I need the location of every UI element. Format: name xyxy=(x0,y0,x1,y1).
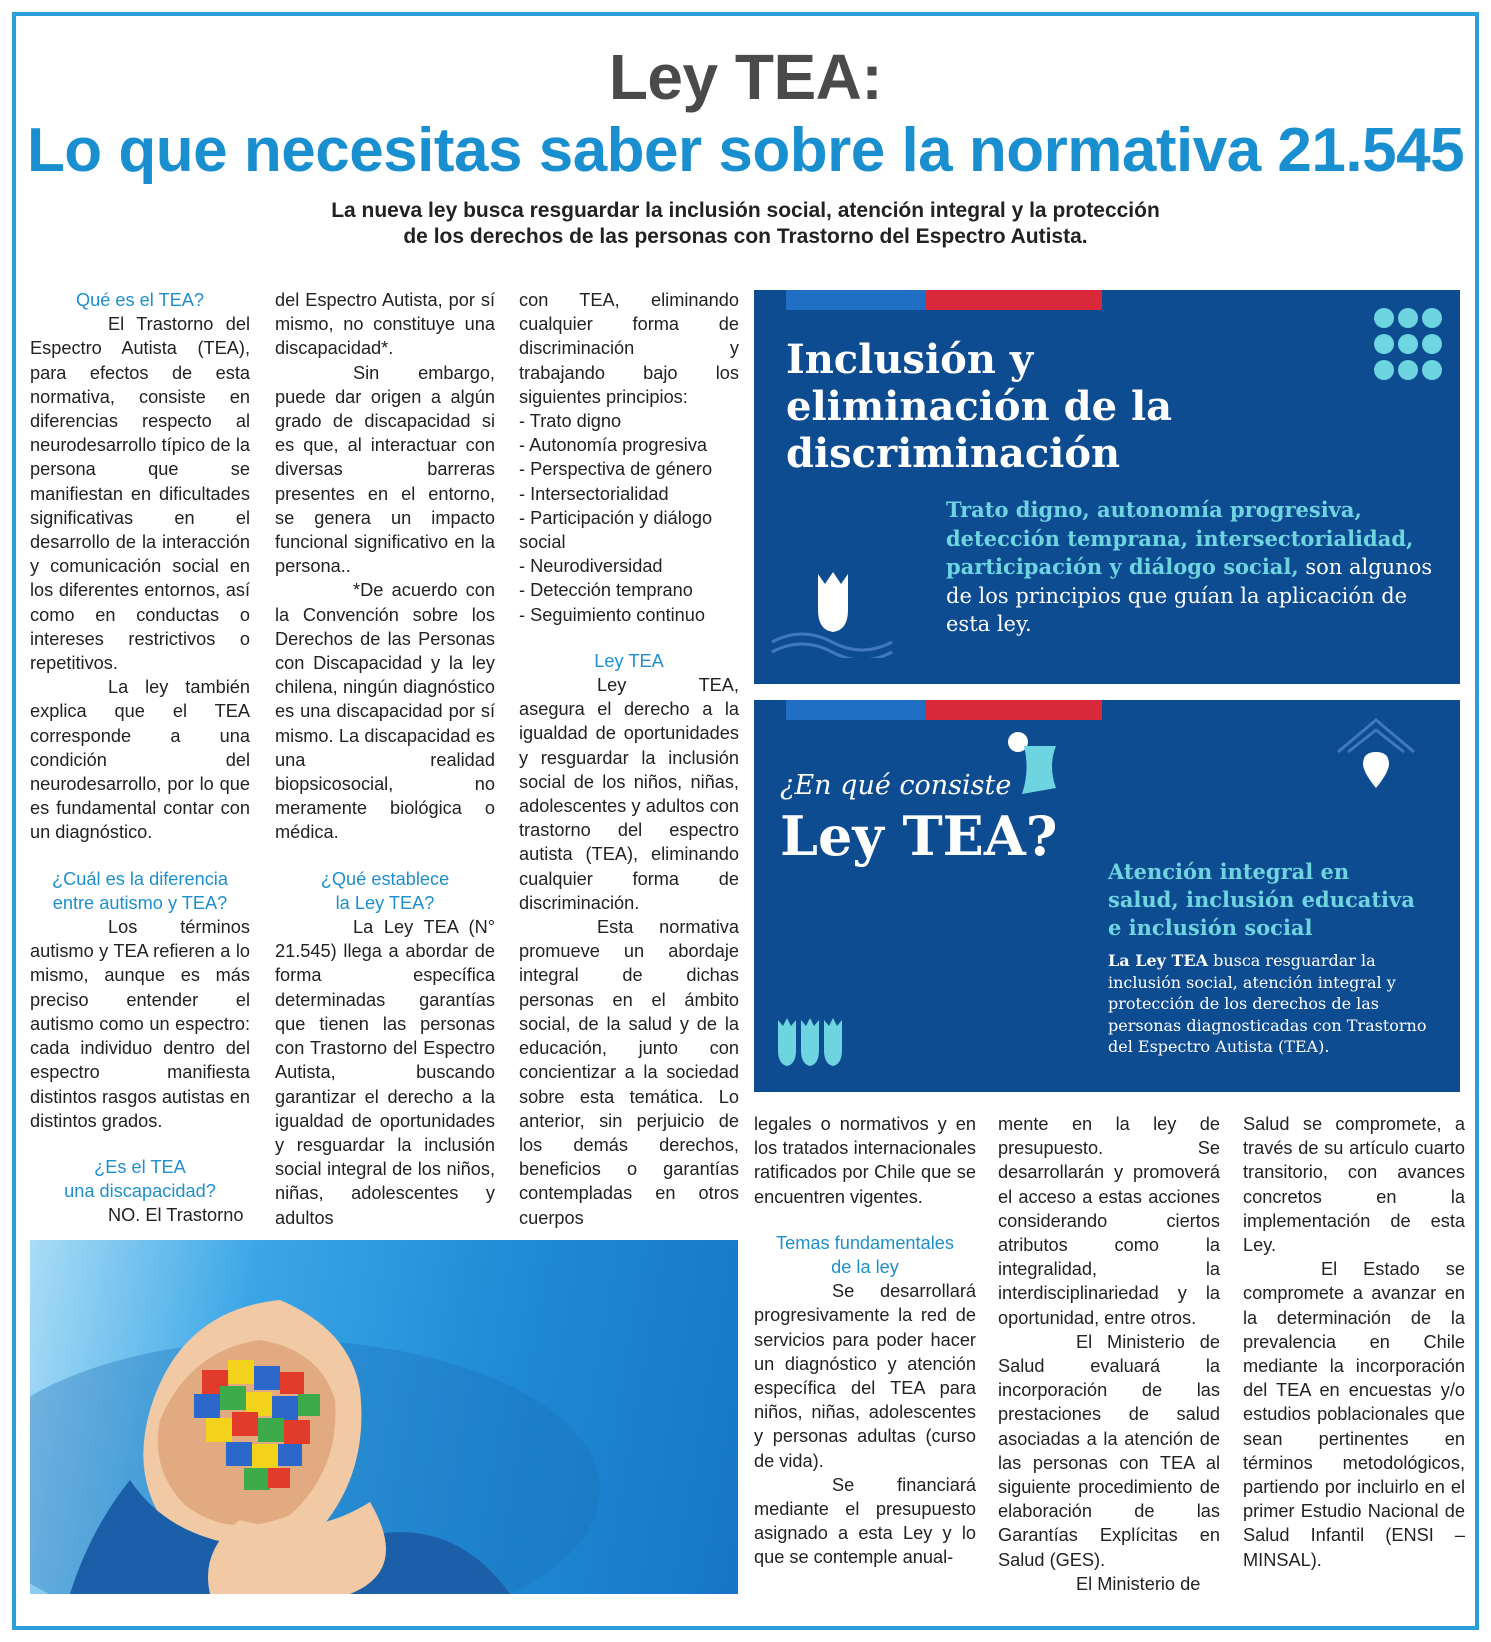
title-line: eliminación de la xyxy=(786,383,1173,430)
list-item: - Neurodiversidad xyxy=(519,556,663,577)
title-line: Inclusión y xyxy=(786,336,1034,383)
body-bold: La Ley TEA xyxy=(1108,951,1208,970)
panel-big-title: Ley TEA? xyxy=(780,804,1058,868)
body-text: busca resguardar la inclusión social, atención integral y protección de los derechos de las personas diagnosticadas con Trastorno del Espectro Autista (TEA). xyxy=(1108,951,1427,1056)
section-heading-ley-tea: Ley TEA xyxy=(594,650,664,671)
paragraph: El Ministerio de Salud evaluará la incorporación de las prestaciones de salud asociadas a la atención de las personas con TEA al siguiente procedimiento de elaboración de las Garantías Explícitas en Salud (GES). xyxy=(998,1331,1220,1570)
paragraph: mente en la ley de presupuesto. Se desarrollarán y promoverá el acceso a estas acciones considerando ciertos atributos como la integralidad, la interdisciplinariedad y la oportunidad, entre otros. xyxy=(998,1114,1220,1328)
article-column-5 xyxy=(998,1112,1220,1596)
headline-normativa: Lo que necesitas saber sobre la normativa 21.545 xyxy=(26,116,1465,185)
heading-line: la Ley TEA? xyxy=(335,892,435,913)
flag-stripe-blue xyxy=(786,290,926,310)
paragraph: NO. El Trastorno xyxy=(108,1205,244,1226)
section-heading-que-es-tea: Qué es el TEA? xyxy=(75,290,205,310)
headline-ley-tea: Ley TEA: xyxy=(608,41,883,113)
paragraph: El Trastorno del Espectro Autista (TEA), para efectos de esta normativa, consiste en diferencias respecto al neurodesarrollo típico de la persona que se manifiestan en dificultades significativas en el desarrollo de la interacción y comunicación social en los diferentes entornos, así como en conductas o intereses restrictivos o repetitivos. xyxy=(30,314,250,674)
tulips-icon xyxy=(776,1016,846,1068)
paragraph: El Estado se compromete a avanzar en la determinación de la prevalencia en Chile mediante la incorporación del TEA en encuestas y/o estudios poblacionales que sean pertinentes en términos metodológicos, partiendo por incluirlo en el primer Estudio Nacional de Salud Infantil (ENSI – MINSAL). xyxy=(1243,1259,1465,1570)
paragraph: *De acuerdo con la Convención sobre los Derechos de las Personas con Discapacidad y la ley chilena, ningún diagnóstico es una discapacidad por sí mismo. La discapacidad es una realidad biopsicosocial, no meramente biológica o médica. xyxy=(275,580,495,843)
heading-line: ¿Cuál es la diferencia xyxy=(52,868,228,889)
paragraph: con TEA, eliminando cualquier forma de discriminación y trabajando bajo los siguientes principios: xyxy=(519,290,739,407)
list-item: - Trato digno xyxy=(519,411,622,432)
paragraph: El Ministerio de xyxy=(1076,1573,1201,1594)
hands-illustration xyxy=(30,1240,738,1594)
subtitle-line-2: de los derechos de las personas con Trastorno del Espectro Autista. xyxy=(403,225,1088,248)
subtitle xyxy=(160,198,1331,250)
heading-line: Temas fundamentales xyxy=(776,1232,954,1253)
subtitle-line: Atención integral en xyxy=(1108,859,1350,884)
subtitle-line-1: La nueva ley busca resguardar la inclusión social, atención integral y la protección xyxy=(331,199,1160,222)
section-heading-discapacidad xyxy=(30,1155,250,1203)
hands-puzzle-heart-photo xyxy=(30,1240,738,1594)
section-heading-temas xyxy=(754,1231,976,1279)
paragraph: La Ley TEA (N° 21.545) llega a abordar de forma específica determinadas garantías que tienen las personas con Trastorno del Espectro Autista, buscando garantizar el derecho a la igualdad de oportunidades y resguardar la inclusión social integral de los niños, niñas, adolescentes y adultos xyxy=(275,917,495,1228)
list-item: - Perspectiva de género xyxy=(519,459,713,480)
panel-body xyxy=(1108,950,1428,1058)
flag-stripe-red xyxy=(926,700,1102,720)
panel-text xyxy=(946,496,1442,639)
list-item: - Intersectorialidad xyxy=(519,483,669,504)
body-text: son algunos de los principios que guían la aplicación de esta ley. xyxy=(946,555,1433,636)
article-column-4 xyxy=(754,1112,976,1570)
panel-title xyxy=(786,336,1246,477)
list-item: - Seguimiento continuo xyxy=(519,604,706,625)
principles-list xyxy=(519,409,739,627)
infographic-panel-inclusion xyxy=(754,290,1460,684)
paragraph: Los términos autismo y TEA refieren a lo mismo, aunque es más preciso entender el autismo como un espectro: cada individuo dentro del espectro manifiesta distintos rasgos autistas en distintos grados. xyxy=(30,917,250,1131)
heading-line: entre autismo y TEA? xyxy=(52,892,228,913)
heading-line: una discapacidad? xyxy=(64,1181,216,1202)
heading-line: de la ley xyxy=(831,1257,899,1278)
paragraph: Se desarrollará progresivamente la red de servicios para poder hacer un diagnóstico y atención específica del TEA para niños, niñas, adolescentes y personas adultas (curso de vida). xyxy=(754,1281,976,1471)
highlight-text: Trato digno, autonomía progresiva, detección temprana, intersectorialidad, participación y diálogo social, xyxy=(946,497,1414,579)
paragraph: Se financiará mediante el presupuesto asignado a esta Ley y lo que se contemple anual- xyxy=(754,1474,976,1568)
paragraph: legales o normativos y en los tratados internacionales ratificados por Chile que se encuentren vigentes. xyxy=(754,1114,976,1207)
paragraph: Esta normativa promueve un abordaje integral de dichas personas en el ámbito social, de la salud y de la educación, junto con concientizar a la sociedad sobre esta temática. Lo anterior, sin perjuicio de los demás derechos, beneficios o garantías contempladas en otros cuerpos xyxy=(519,917,739,1228)
flag-stripe-red xyxy=(926,290,1102,310)
panel-subtitle xyxy=(1108,858,1448,942)
flag-stripe-blue xyxy=(786,700,926,720)
section-heading-que-establece xyxy=(275,867,495,915)
wave-icon xyxy=(768,622,898,658)
list-item: - Detección temprano xyxy=(519,580,693,601)
article-column-1 xyxy=(30,288,250,1228)
article-column-3 xyxy=(519,288,739,1230)
section-heading-diferencia xyxy=(30,867,250,915)
article-column-6 xyxy=(1243,1112,1465,1572)
list-item: - Participación y diálogo social xyxy=(519,507,713,553)
dots-pattern-icon xyxy=(1370,304,1450,384)
paragraph: La ley también explica que el TEA corresponde a una condición del neurodesarrollo, por lo que es fundamental contar con un diagnóstico. xyxy=(30,677,250,843)
infographic-panel-ley-tea xyxy=(754,700,1460,1092)
panel-question: ¿En qué consiste xyxy=(780,770,1012,801)
paragraph: del Espectro Autista, por sí mismo, no constituye una discapacidad*. xyxy=(275,290,495,359)
title-line: discriminación xyxy=(786,430,1121,477)
location-pin-icon xyxy=(1334,714,1418,790)
paragraph: Salud se compromete, a través de su artículo cuarto transitorio, con avances concretos en la implementación de esta Ley. xyxy=(1243,1114,1465,1256)
heading-line: ¿Qué establece xyxy=(320,868,450,889)
heading-line: ¿Es el TEA xyxy=(94,1156,186,1177)
subtitle-line: salud, inclusión educativa xyxy=(1108,887,1415,912)
paragraph: Ley TEA, asegura el derecho a la igualdad de oportunidades y resguardar la inclusión social de los niños, niñas, adolescentes y adultos con trastorno del espectro autista (TEA), eliminando cualquier forma de discriminación. xyxy=(519,675,739,913)
list-item: - Autonomía progresiva xyxy=(519,435,708,456)
paragraph: Sin embargo, puede dar origen a algún grado de discapacidad si es que, al interactuar con diversas barreras presentes en el entorno, se genera un impacto funcional significativo en la persona.. xyxy=(275,362,495,577)
subtitle-line: e inclusión social xyxy=(1108,915,1313,940)
article-column-2 xyxy=(275,288,495,1230)
